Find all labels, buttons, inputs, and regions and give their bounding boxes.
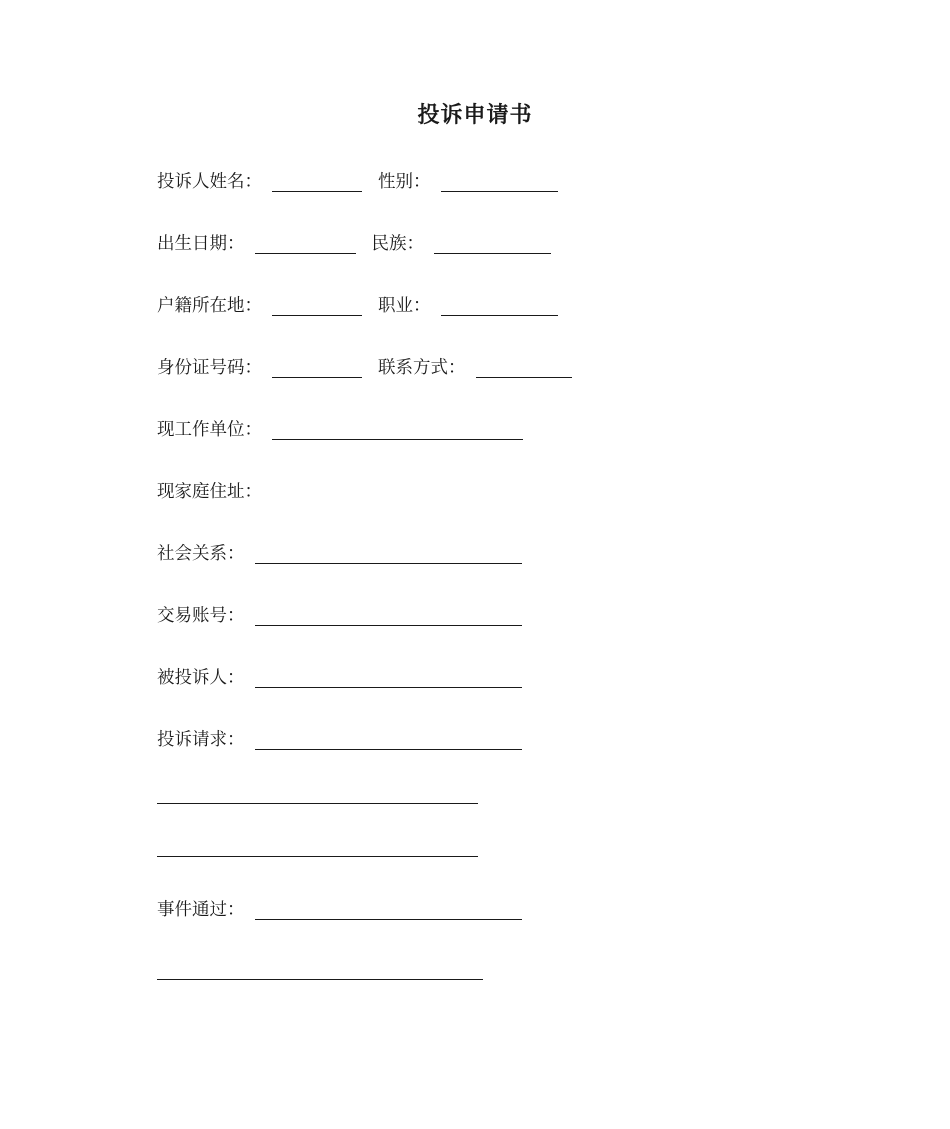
row-social-relations: [157, 541, 522, 565]
current-employer-blank[interactable]: [272, 421, 523, 440]
transaction-account-label: 交易账号：: [157, 606, 245, 626]
event-details-label: 事件通过：: [157, 900, 245, 920]
row-event-details: [157, 897, 522, 921]
id-number-blank[interactable]: [272, 359, 362, 378]
row-employer: [157, 417, 523, 441]
id-number-label: 身份证号码：: [157, 358, 262, 378]
contact-blank[interactable]: [476, 359, 572, 378]
occupation-blank[interactable]: [441, 297, 558, 316]
complaint-request-continuation-line-1[interactable]: [157, 803, 478, 804]
respondent-blank[interactable]: [255, 669, 522, 688]
row-home-address: [157, 479, 262, 503]
household-location-label: 户籍所在地：: [157, 296, 262, 316]
social-relations-label: 社会关系：: [157, 544, 245, 564]
complaint-request-continuation-line-2[interactable]: [157, 856, 478, 857]
contact-label: 联系方式：: [378, 358, 466, 378]
transaction-account-blank[interactable]: [255, 607, 522, 626]
row-complaint-request: [157, 727, 522, 751]
row-respondent: [157, 665, 522, 689]
home-address-label: 现家庭住址：: [157, 482, 262, 502]
gender-label: 性别：: [378, 172, 431, 192]
respondent-label: 被投诉人：: [157, 668, 245, 688]
birth-date-blank[interactable]: [255, 235, 356, 254]
birth-date-label: 出生日期：: [157, 234, 245, 254]
current-employer-label: 现工作单位：: [157, 420, 262, 440]
ethnicity-label: 民族：: [371, 234, 424, 254]
complaint-request-label: 投诉请求：: [157, 730, 245, 750]
complainant-name-blank[interactable]: [272, 173, 362, 192]
ethnicity-blank[interactable]: [434, 235, 551, 254]
row-household-occupation: [157, 293, 558, 317]
row-transaction-account: [157, 603, 522, 627]
complainant-name-label: 投诉人姓名：: [157, 172, 262, 192]
complaint-request-blank[interactable]: [255, 731, 522, 750]
household-location-blank[interactable]: [272, 297, 362, 316]
row-birth-ethnicity: [157, 231, 551, 255]
row-id-contact: [157, 355, 572, 379]
event-details-continuation-line[interactable]: [157, 979, 483, 980]
event-details-blank[interactable]: [255, 901, 522, 920]
occupation-label: 职业：: [378, 296, 431, 316]
gender-blank[interactable]: [441, 173, 558, 192]
social-relations-blank[interactable]: [255, 545, 522, 564]
document-title: 投诉申请书: [417, 103, 533, 128]
row-name-gender: [157, 169, 558, 193]
